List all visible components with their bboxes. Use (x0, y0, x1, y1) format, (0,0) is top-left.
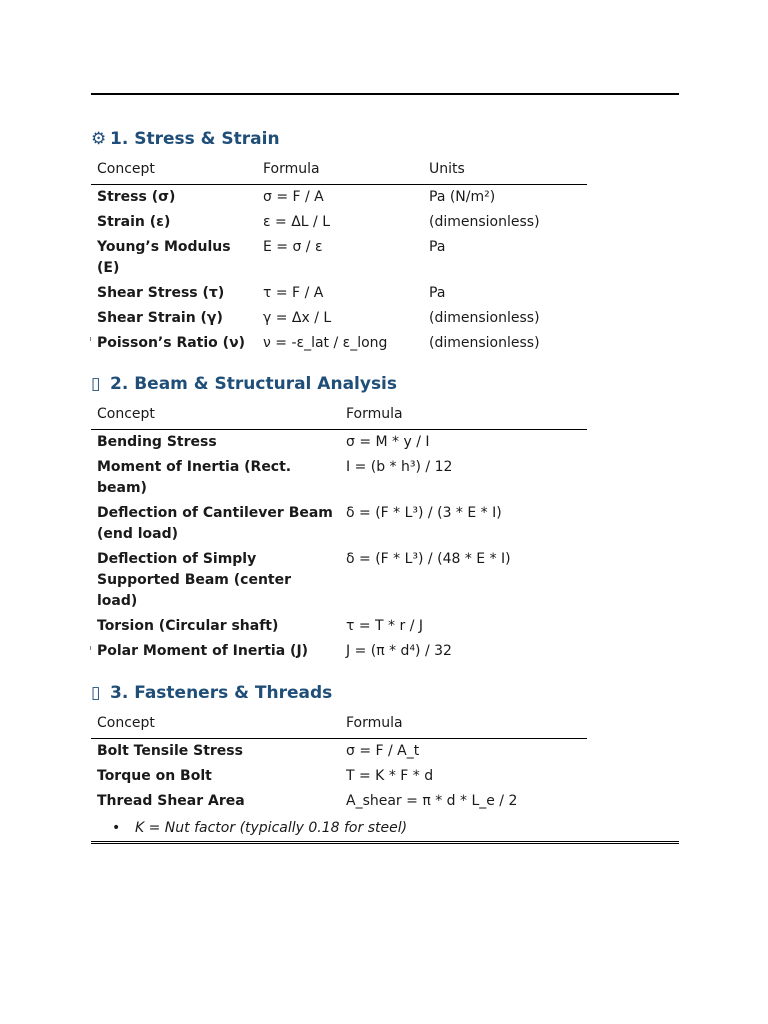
concept-cell: Bolt Tensile Stress (97, 743, 243, 759)
table-row (91, 547, 587, 614)
missing-glyph-icon: ▯ (91, 683, 101, 703)
formula-cell: τ = F / A (263, 285, 324, 301)
table-row (91, 639, 587, 664)
concept-cell: Bending Stress (97, 434, 217, 450)
concept-cell: Torque on Bolt (97, 768, 212, 784)
bullet-icon: • (112, 820, 121, 836)
concept-cell: Strain (ε) (97, 214, 171, 230)
table-header-row (91, 403, 587, 430)
units-cell: (dimensionless) (429, 214, 540, 230)
table-row (91, 210, 587, 235)
formula-cell: E = σ / ε (263, 239, 323, 255)
table-row (91, 764, 587, 789)
formula-cell: σ = F / A_t (346, 743, 420, 759)
section-title: 1. Stress & Strain (110, 129, 280, 149)
formula-cell: J = (π * d⁴) / 32 (346, 643, 452, 659)
table-row (91, 501, 587, 547)
section-title: 3. Fasteners & Threads (110, 683, 333, 703)
formula-cell: T = K * F * d (346, 768, 434, 784)
units-cell: (dimensionless) (429, 335, 540, 351)
missing-glyph-icon: ▯ (91, 374, 101, 394)
column-header: Concept (91, 403, 340, 430)
top-divider (91, 93, 679, 95)
table-header-row (91, 712, 587, 739)
table-row (91, 739, 587, 765)
table-row (91, 789, 587, 814)
stress-strain-table (91, 158, 587, 356)
table-row (91, 235, 587, 281)
section-title: 2. Beam & Structural Analysis (110, 374, 398, 394)
concept-cell: Torsion (Circular shaft) (97, 618, 279, 634)
formula-cell: A_shear = π * d * L_e / 2 (346, 793, 518, 809)
section-stress-strain (91, 126, 679, 356)
section-fasteners (91, 680, 679, 814)
bottom-divider (91, 841, 679, 844)
table-row (91, 306, 587, 331)
formula-cell: τ = T * r / J (346, 618, 424, 634)
units-cell: Pa (429, 239, 446, 255)
units-cell: Pa (429, 285, 446, 301)
table-row (91, 614, 587, 639)
table-row (91, 185, 587, 211)
section-heading (91, 371, 679, 397)
concept-cell: Moment of Inertia (Rect. beam) (97, 459, 292, 496)
gear-icon: ⚙ (91, 129, 107, 149)
concept-cell: Shear Stress (τ) (97, 285, 225, 301)
paragraph-mark (90, 337, 91, 341)
section-heading (91, 126, 679, 152)
concept-cell: Deflection of Simply Supported Beam (center load) (97, 551, 292, 609)
column-header: Concept (91, 158, 257, 185)
concept-cell: Young’s Modulus (E) (97, 239, 231, 276)
fasteners-table (91, 712, 587, 814)
formula-cell: σ = M * y / I (346, 434, 430, 450)
formula-cell: I = (b * h³) / 12 (346, 459, 453, 475)
units-cell: Pa (N/m²) (429, 189, 496, 205)
concept-cell: Polar Moment of Inertia (J) (97, 643, 309, 659)
formula-cell: ν = -ε_lat / ε_long (263, 335, 388, 351)
formula-cell: ε = ΔL / L (263, 214, 330, 230)
concept-cell: Deflection of Cantilever Beam (end load) (97, 505, 333, 542)
section-heading (91, 680, 679, 706)
section-beam-analysis (91, 371, 679, 664)
table-row (91, 455, 587, 501)
paragraph-mark (90, 646, 91, 650)
units-cell: (dimensionless) (429, 310, 540, 326)
column-header: Concept (91, 712, 340, 739)
formula-cell: δ = (F * L³) / (3 * E * I) (346, 505, 502, 521)
concept-cell: Thread Shear Area (97, 793, 245, 809)
formula-cell: σ = F / A (263, 189, 324, 205)
formula-cell: γ = Δx / L (263, 310, 332, 326)
beam-analysis-table (91, 403, 587, 664)
table-row (91, 331, 587, 356)
column-header: Formula (340, 712, 587, 739)
table-row (91, 281, 587, 306)
column-header: Units (423, 158, 587, 185)
concept-cell: Stress (σ) (97, 189, 176, 205)
column-header: Formula (257, 158, 423, 185)
table-row (91, 430, 587, 456)
formula-cell: δ = (F * L³) / (48 * E * I) (346, 551, 511, 567)
concept-cell: Poisson’s Ratio (ν) (97, 335, 245, 351)
column-header: Formula (340, 403, 587, 430)
concept-cell: Shear Strain (γ) (97, 310, 223, 326)
table-header-row (91, 158, 587, 185)
note-text: K = Nut factor (typically 0.18 for steel) (135, 820, 408, 836)
